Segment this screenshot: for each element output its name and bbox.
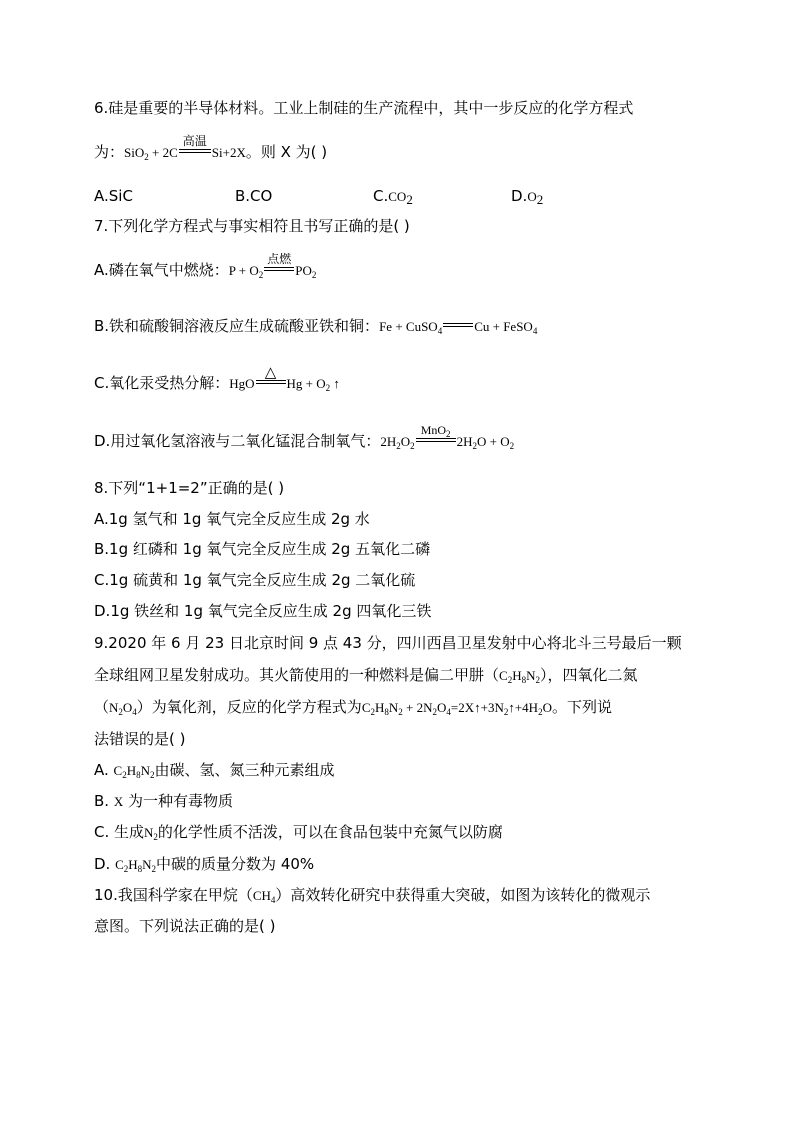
q8-option-a: [94, 509, 370, 529]
q6-condition-arrow: [179, 134, 211, 157]
q9-c-n: N: [144, 825, 154, 840]
q7-stem: [94, 216, 410, 236]
q9-e-mid: + 2: [402, 700, 424, 715]
q7-b-eq1-sub: 4: [437, 326, 443, 336]
q9-line-2: [94, 665, 637, 686]
q9-e-2b: 2: [398, 707, 403, 717]
q6-equation-line: [94, 134, 328, 163]
q7-d-cond-sub: 2: [446, 429, 451, 439]
q9-line3a: （: [94, 698, 110, 716]
q9-d-post: 中碳的质量分数为 40%: [156, 855, 315, 873]
q7-option-d: [94, 423, 515, 452]
q9-e-c: C: [361, 700, 371, 715]
q8-stem-text: 8.下列“1+1=2”正确的是( ): [94, 479, 285, 497]
q6-option-d: [511, 186, 543, 207]
q7-c-eq2: Hg + O: [286, 376, 326, 391]
q9-e-h: H: [374, 700, 385, 715]
q9-fuel-formula: [499, 668, 540, 683]
q10-line1a: 10.我国科学家在甲烷（: [94, 886, 253, 904]
q6-option-d-pre: D.: [511, 187, 528, 205]
q9-a-formula: [114, 763, 155, 778]
q9-a-2a: 2: [122, 770, 127, 780]
q9-e-2e: 2: [538, 707, 543, 717]
q7-option-b: [94, 316, 537, 337]
q9-a-post: 由碳、氢、氮三种元素组成: [154, 761, 335, 779]
q6-option-c: [373, 186, 511, 207]
q7-c-equation: [229, 365, 340, 393]
q8-stem: [94, 478, 284, 498]
q7-option-c: [94, 365, 340, 394]
q9-line2b: ），四氧化二氮: [539, 666, 638, 684]
q9-d-c: C: [115, 857, 124, 872]
q9-line3b: ）为氧化剂，反应的化学方程式为: [136, 698, 362, 716]
q9-d-n: N: [142, 857, 152, 872]
q9-d-h: H: [128, 857, 138, 872]
q9-c-post: 的化学性质不活泼，可以在食品包装中充氮气以防腐: [157, 823, 503, 841]
q9-c-2: 2: [153, 832, 158, 842]
q9-line-4: [94, 729, 185, 749]
q9-line2a: 全球组网卫星发射成功。其火箭使用的一种燃料是偏二甲肼（: [94, 666, 500, 684]
q7-stem-text: 7.下列化学方程式与事实相符且书写正确的是( ): [94, 217, 410, 235]
q9-f2-2: 2: [118, 707, 123, 717]
q7-a-condition-arrow: [264, 252, 294, 275]
q9-oxidizer-formula: [109, 700, 137, 715]
q9-option-b: [94, 791, 233, 812]
q7-d-equation: [380, 423, 515, 451]
q7-b-eq1: Fe + CuSO: [379, 319, 438, 334]
q7-d-eq1: 2H: [380, 434, 397, 449]
q6-option-c-formula: CO: [388, 189, 407, 204]
q9-f2-4: 4: [132, 707, 137, 717]
q6-stem-text: 6.硅是重要的半导体材料。工业上制硅的生产流程中，其中一步反应的化学方程式: [94, 99, 634, 117]
q9-c-formula: [144, 825, 158, 840]
q9-option-d: [94, 854, 314, 875]
q10-line1b: ）高效转化研究中获得重大突破，如图为该转化的微观示: [275, 886, 651, 904]
q9-f1-2b: 2: [535, 675, 540, 685]
q7-a-eq1: P + O: [228, 263, 259, 278]
q10-methane-formula: [253, 888, 276, 903]
q7-d-eq1-sub1: 2: [396, 441, 401, 451]
q7-b-text: B.铁和硫酸铜溶液反应生成硫酸亚铁和铜：: [94, 317, 380, 335]
q7-d-eq2: 2H: [456, 434, 473, 449]
q9-f1-n: N: [526, 668, 536, 683]
q8-option-c: [94, 570, 415, 590]
q9-e-end: O: [542, 700, 552, 715]
q10-ch: CH: [252, 888, 271, 903]
q7-d-text: D.用过氧化氢溶液与二氧化锰混合制氧气：: [94, 432, 381, 450]
q8-a-text: A.1g 氢气和 1g 氧气完全反应生成 2g 水: [94, 510, 370, 528]
q9-line1-text: 9.2020 年 6 月 23 日北京时间 9 点 43 分，四川西昌卫星发射中心将北斗三号最后一颗: [94, 634, 682, 652]
q6-option-b: B.CO: [235, 187, 273, 205]
q6-prefix: 为：: [94, 143, 125, 161]
q9-c-pre: C. 生成: [94, 823, 145, 841]
q7-a-eq2-sub: 2: [311, 270, 317, 280]
q9-d-formula: [115, 857, 156, 872]
q9-f1-8: 8: [521, 675, 527, 685]
q9-e-o: O: [437, 700, 447, 715]
q7-d-eq2-sub: 2: [472, 441, 477, 451]
q6-eq-left2: + 2C: [148, 145, 178, 160]
q9-reaction-equation: [362, 700, 552, 715]
q9-line3c: 。下列说: [551, 698, 612, 716]
q6-option-c-sub: 2: [406, 192, 413, 207]
q9-d-pre: D.: [94, 855, 116, 873]
q7-b-eq2: Cu + FeSO: [474, 319, 533, 334]
q8-option-d: [94, 601, 431, 621]
q6-option-d-sub: 2: [536, 192, 544, 207]
q9-f1-2: 2: [507, 675, 513, 685]
q8-c-text: C.1g 硫黄和 1g 氧气完全反应生成 2g 二氧化硫: [94, 571, 416, 589]
q7-c-condition-arrow: [256, 365, 286, 388]
q9-e-8: 8: [384, 707, 389, 717]
q6-option-c-pre: C.: [373, 187, 389, 205]
q9-f1-c: C: [499, 668, 508, 683]
q7-b-equals: [443, 323, 473, 331]
q6-equation: [124, 134, 246, 162]
q9-d-2a: 2: [123, 864, 129, 874]
q9-line-1: [94, 633, 682, 653]
q9-option-a: [94, 760, 335, 781]
q7-a-equation: [228, 252, 317, 280]
q7-c-condition: △: [264, 365, 277, 381]
q7-c-eq1: HgO: [229, 376, 255, 391]
q7-d-eq1-sub2: 2: [410, 441, 415, 451]
q6-option-d-formula: O: [527, 189, 537, 204]
q9-a-h: H: [126, 763, 137, 778]
q9-option-c: [94, 822, 503, 843]
q7-b-bar: [443, 323, 473, 327]
q9-e-right: =2X↑+3: [450, 700, 495, 715]
q9-line-3: [94, 697, 612, 718]
q7-d-eq1-b: O: [400, 434, 411, 449]
q6-stem: [94, 98, 633, 118]
q7-b-eq2-sub: 4: [532, 326, 538, 336]
q9-b-x: X: [113, 794, 124, 809]
q10-ch-4: 4: [270, 895, 276, 905]
q9-e-n2: N: [423, 700, 433, 715]
q6-suffix: 。则 X 为( ): [245, 143, 328, 161]
q6-options: [94, 186, 543, 207]
q9-b-post: 为一种有毒物质: [123, 792, 233, 810]
q7-a-condition: 点燃: [267, 252, 292, 266]
q6-eq-left-sub: 2: [144, 152, 149, 162]
q9-a-pre: A.: [94, 761, 114, 779]
q7-a-text: A.磷在氧气中燃烧：: [94, 261, 229, 279]
q9-a-2b: 2: [150, 770, 155, 780]
q9-e-2c: 2: [432, 707, 437, 717]
q10-line-1: [94, 885, 650, 906]
q7-a-bar: [264, 267, 294, 271]
q9-e-2a: 2: [370, 707, 375, 717]
q9-d-8: 8: [137, 864, 143, 874]
q9-e-n: N: [388, 700, 399, 715]
q10-line2-text: 意图。下列说法正确的是( ): [94, 917, 276, 935]
q8-d-text: D.1g 铁丝和 1g 氧气完全反应生成 2g 四氧化三铁: [94, 602, 432, 620]
q7-c-eq2-sub: 2: [325, 383, 331, 393]
q9-a-n: N: [140, 763, 150, 778]
q9-e-up: ↑+4H: [508, 700, 539, 715]
q6-eq-right: Si+2X: [211, 145, 246, 160]
q8-b-text: B.1g 红磷和 1g 氧气完全反应生成 2g 五氧化二磷: [94, 540, 431, 558]
q7-d-eq2-sub2: 2: [509, 441, 515, 451]
q9-d-2b: 2: [151, 864, 157, 874]
q9-b-pre: B.: [94, 792, 114, 810]
q7-a-eq1-sub: 2: [258, 270, 264, 280]
q9-e-2d: 2: [503, 707, 509, 717]
q6-option-a: A.SiC: [94, 187, 133, 205]
q9-f2-n: N: [109, 700, 119, 715]
q6-eq-left: SiO: [124, 145, 145, 160]
q6-eq-bar: [179, 149, 211, 153]
q9-f1-h: H: [512, 668, 522, 683]
q7-c-text: C.氧化汞受热分解：: [94, 374, 230, 392]
q7-a-eq2: PO: [295, 263, 312, 278]
q7-d-condition-arrow: [416, 423, 456, 446]
q6-condition: 高温: [182, 134, 207, 148]
q7-b-equation: [379, 319, 537, 334]
q9-a-8: 8: [136, 770, 141, 780]
q9-e-4: 4: [446, 707, 451, 717]
q10-line-2: [94, 916, 275, 936]
q9-e-n3: N: [494, 700, 504, 715]
q7-d-condition: [416, 423, 456, 437]
q7-option-a: [94, 252, 317, 281]
q7-d-eq2-b: O + O: [477, 434, 510, 449]
q9-a-c: C: [113, 763, 123, 778]
q7-d-cond-text: MnO: [420, 423, 447, 437]
q9-line4-text: 法错误的是( ): [94, 730, 186, 748]
q9-f2-o: O: [122, 700, 133, 715]
q7-c-eq2-tail: ↑: [330, 376, 340, 391]
q8-option-b: [94, 539, 430, 559]
